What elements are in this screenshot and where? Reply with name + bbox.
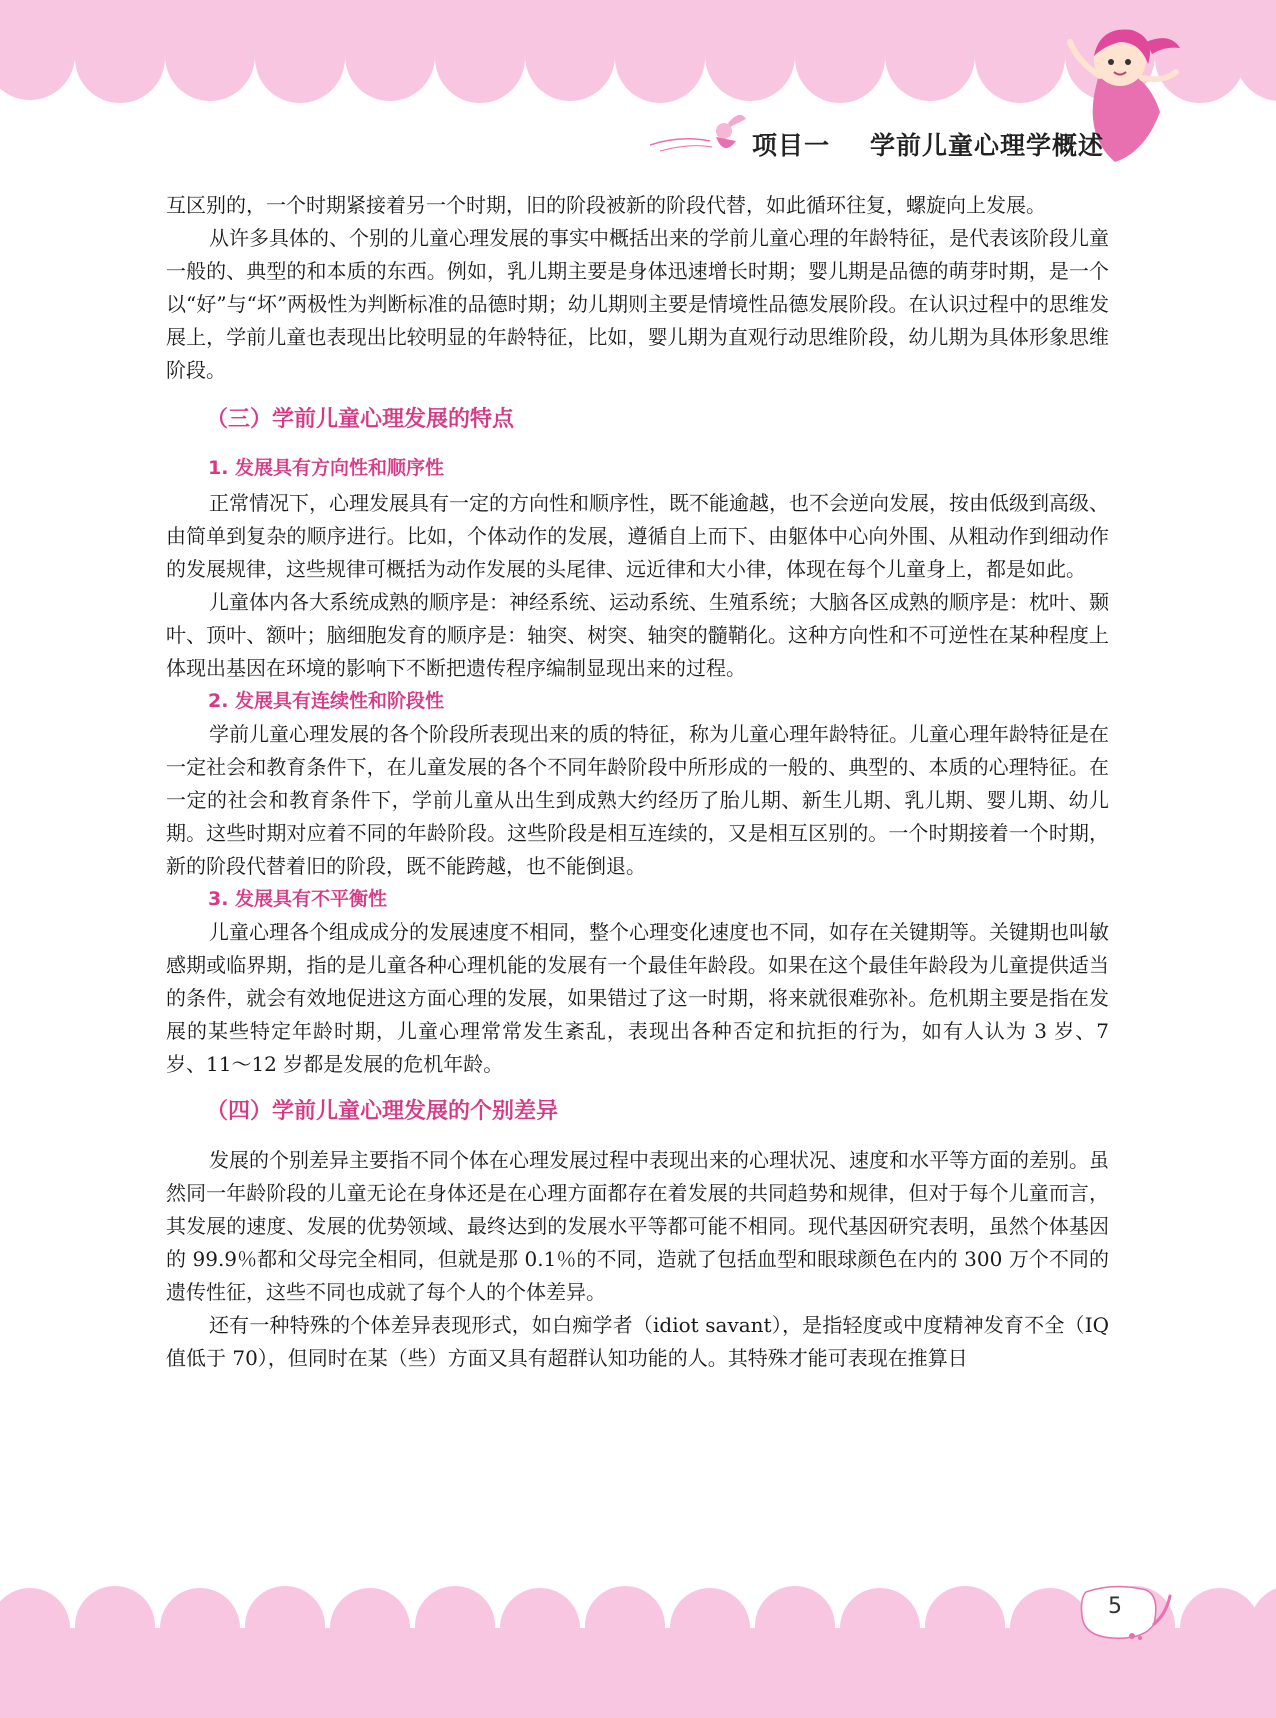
- header-chapter-title: 学前儿童心理学概述: [870, 131, 1105, 160]
- page-number-badge-icon: [1074, 1584, 1174, 1644]
- subsection-heading-3: 3. 发展具有不平衡性: [208, 888, 388, 910]
- paragraph: 儿童体内各大系统成熟的顺序是：神经系统、运动系统、生殖系统；大脑各区成熟的顺序是：枕叶、颞叶、顶叶、额叶；脑细胞发育的顺序是：轴突、树突、轴突的髓鞘化。这种方向性和不可逆性在某种程度上体现出基因在环境的影响下不断把遗传程序编制显现出来的过程。: [166, 590, 1109, 680]
- small-fairy-icon: [650, 105, 750, 165]
- paragraph: 还有一种特殊的个体差异表现形式，如白痴学者（idiot savant），是指轻度或中度精神发育不全（IQ 值低于 70），但同时在某（些）方面又具有超群认知功能的人。其特殊才能可表现在推算日: [166, 1313, 1109, 1370]
- subsection-heading-1: 1. 发展具有方向性和顺序性: [208, 457, 445, 479]
- section-heading-four: （四）学前儿童心理发展的个别差异: [206, 1099, 559, 1124]
- page-body: [166, 189, 1109, 1375]
- header-project: 项目一: [752, 131, 831, 160]
- paragraph: 儿童心理各个组成成分的发展速度不相同，整个心理变化速度也不同，如存在关键期等。关键期也叫敏感期或临界期，指的是儿童各种心理机能的发展有一个最佳年龄段。如果在这个最佳年龄段为儿童提供适当的条件，就会有效地促进这方面心理的发展，如果错过了这一时期，将来就很难弥补。危机期主要是指在发展的某些特定年龄时期，儿童心理常常发生紊乱，表现出各种否定和抗拒的行为，如有人认为 3 岁、7 岁、11～12 岁都是发展的危机年龄。: [166, 920, 1109, 1076]
- page-number: 5: [1108, 1594, 1122, 1619]
- paragraph: 正常情况下，心理发展具有一定的方向性和顺序性，既不能逾越，也不会逆向发展，按由低级到高级、由简单到复杂的顺序进行。比如，个体动作的发展，遵循自上而下、由躯体中心向外围、从粗动作到细动作的发展规律，这些规律可概括为动作发展的头尾律、远近律和大小律，体现在每个儿童身上，都是如此。: [166, 491, 1109, 581]
- paragraph: 发展的个别差异主要指不同个体在心理发展过程中表现出来的心理状况、速度和水平等方面的差别。虽然同一年龄阶段的儿童无论在身体还是在心理方面都存在着发展的共同趋势和规律，但对于每个儿童而言，其发展的速度、发展的优势领域、最终达到的发展水平等都可能不相同。现代基因研究表明，虽然个体基因的 99.9％都和父母完全相同，但就是那 0.1％的不同，造就了包括血型和眼球颜色在内的 300 万个不同的遗传性征，这些不同也成就了每个人的个体差异。: [166, 1148, 1109, 1304]
- paragraph: 互区别的，一个时期紧接着另一个时期，旧的阶段被新的阶段代替，如此循环往复，螺旋向上发展。: [166, 193, 1046, 217]
- section-heading-three: （三）学前儿童心理发展的特点: [206, 407, 515, 432]
- paragraph: 从许多具体的、个别的儿童心理发展的事实中概括出来的学前儿童心理的年龄特征，是代表该阶段儿童一般的、典型的和本质的东西。例如，乳儿期主要是身体迅速增长时期；婴儿期是品德的萌芽时期，是一个以“好”与“坏”两极性为判断标准的品德时期；幼儿期则主要是情境性品德发展阶段。在认识过程中的思维发展上，学前儿童也表现出比较明显的年龄特征，比如，婴儿期为直观行动思维阶段，幼儿期为具体形象思维阶段。: [166, 226, 1109, 382]
- paragraph: 学前儿童心理发展的各个阶段所表现出来的质的特征，称为儿童心理年龄特征。儿童心理年龄特征是在一定社会和教育条件下，在儿童发展的各个不同年龄阶段中所形成的一般的、典型的、本质的心理特征。在一定的社会和教育条件下，学前儿童从出生到成熟大约经历了胎儿期、新生儿期、乳儿期、婴儿期、幼儿期。这些时期对应着不同的年龄阶段。这些阶段是相互连续的，又是相互区别的。一个时期接着一个时期，新的阶段代替着旧的阶段，既不能跨越，也不能倒退。: [166, 722, 1109, 878]
- subsection-heading-2: 2. 发展具有连续性和阶段性: [208, 690, 445, 712]
- running-header: [752, 126, 1104, 162]
